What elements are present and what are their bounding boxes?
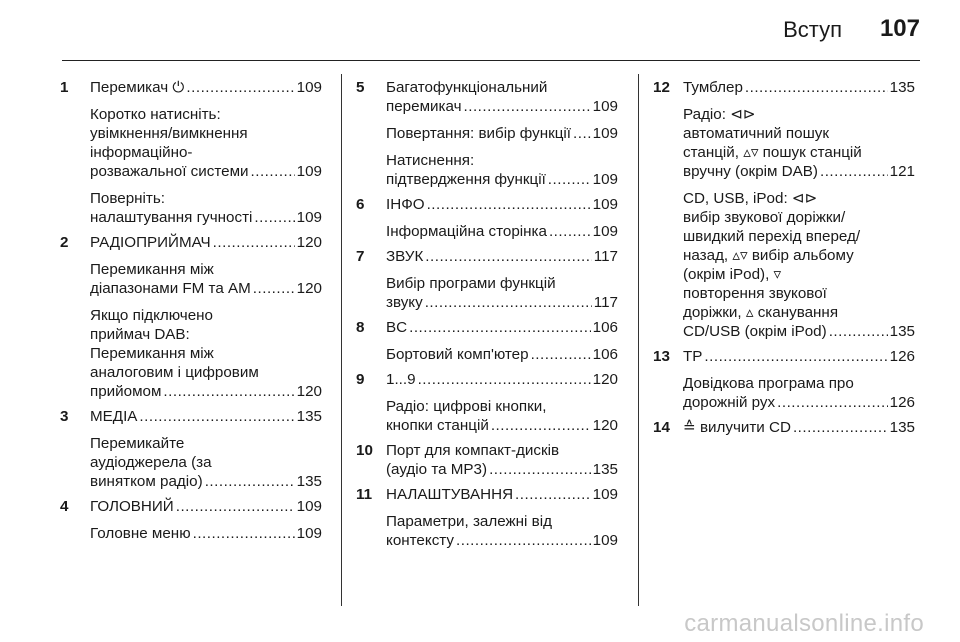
page-reference: 109 (296, 79, 322, 96)
entry-label: РАДІОПРИЙМАЧ (90, 234, 211, 251)
entry-label: кнопки станцій (386, 417, 489, 434)
entry-line: повторення звукової (683, 285, 827, 302)
toc-line (386, 170, 618, 189)
entry-label: Повертання: вибір функції (386, 125, 572, 142)
legend-entry (356, 485, 618, 550)
legend-entry (60, 497, 322, 543)
dot-leader (573, 124, 591, 143)
legend-entry (356, 318, 618, 364)
toc-line (386, 531, 618, 550)
entry-label: Тумблер (683, 79, 743, 96)
entry-label: ІНФО (386, 196, 425, 213)
legend-entry (60, 407, 322, 491)
entry-line: автоматичний пошук (683, 125, 829, 142)
toc-line (386, 345, 618, 364)
page-reference: 109 (592, 196, 618, 213)
page-reference: 117 (593, 248, 618, 265)
entry-label: перемикач (386, 98, 462, 115)
dot-leader (777, 393, 888, 412)
entry-line: Багатофункціональний (386, 79, 548, 96)
entry-block (683, 418, 915, 437)
entry-number: 2 (60, 234, 69, 251)
dot-leader (418, 370, 591, 389)
toc-line (386, 247, 618, 266)
entry-line: доріжки, ▵ сканування (683, 304, 839, 321)
dot-leader (829, 322, 888, 341)
entry-number: 14 (653, 419, 670, 436)
toc-line (90, 497, 322, 516)
legend-entry (653, 418, 915, 437)
entry-line: Радіо: ⊲⊳ (683, 106, 756, 123)
entry-label: BC (386, 319, 408, 336)
entry-label: розважальної системи (90, 163, 249, 180)
page-reference: 109 (296, 498, 322, 515)
entry-line: вибір звукової доріжки/ (683, 209, 846, 226)
entry-label: TP (683, 348, 703, 365)
entry-label: (аудіо та MP3) (386, 461, 488, 478)
toc-line (683, 418, 915, 437)
entry-block (386, 370, 618, 389)
dot-leader (425, 293, 592, 312)
entry-label: Інформаційна сторінка (386, 223, 547, 240)
entry-block (90, 105, 322, 181)
dot-leader (456, 531, 591, 550)
legend-entry (356, 370, 618, 435)
entry-block (683, 105, 915, 181)
entry-line: Вибір програми функцій (386, 275, 556, 292)
dot-leader (515, 485, 591, 504)
dot-leader (549, 222, 591, 241)
toc-line (90, 472, 322, 491)
toc-line (386, 97, 618, 116)
page-reference: 135 (592, 461, 618, 478)
page-reference: 109 (592, 532, 618, 549)
entry-block (90, 78, 322, 97)
entry-number: 9 (356, 371, 365, 388)
page-number: 107 (879, 15, 920, 42)
entry-block (386, 222, 618, 241)
watermark: carmanualsonline.info (684, 610, 924, 637)
entry-line: Параметри, залежні від (386, 513, 552, 530)
column-1 (60, 78, 322, 543)
page-reference: 121 (889, 163, 915, 180)
entry-block (683, 78, 915, 97)
entry-block (683, 189, 915, 341)
page-reference: 109 (296, 525, 322, 542)
entry-block (90, 524, 322, 543)
toc-line (683, 78, 915, 97)
entry-line: Натиснення: (386, 152, 475, 169)
entry-block (386, 195, 618, 214)
legend-entry (356, 195, 618, 241)
page-reference: 106 (592, 346, 618, 363)
entry-label: налаштування гучності (90, 209, 253, 226)
entry-label: МЕДІА (90, 408, 138, 425)
dot-leader (491, 416, 591, 435)
entry-line: Перемикання між (90, 345, 214, 362)
toc-line (90, 78, 322, 97)
page-reference: 109 (592, 125, 618, 142)
dot-leader (253, 279, 295, 298)
entry-label: Перемикач ⏻ (90, 79, 185, 96)
dot-leader (425, 247, 591, 266)
entry-line: назад, ▵▿ вибір альбому (683, 247, 854, 264)
dot-leader (489, 460, 591, 479)
entry-label: винятком радіо) (90, 473, 203, 490)
section-title: Вступ (783, 17, 842, 42)
entry-line: CD, USB, iPod: ⊲⊳ (683, 190, 818, 207)
entry-number: 5 (356, 79, 365, 96)
entry-label: вручну (окрім DAB) (683, 163, 818, 180)
entry-block (386, 78, 618, 116)
entry-number: 7 (356, 248, 365, 265)
entry-label: Бортовий комп'ютер (386, 346, 529, 363)
page-reference: 109 (592, 171, 618, 188)
entry-line: Коротко натисніть: (90, 106, 221, 123)
dot-leader (163, 382, 294, 401)
toc-line (683, 393, 915, 412)
page-reference: 135 (296, 473, 322, 490)
dot-leader (205, 472, 295, 491)
entry-block (90, 306, 322, 401)
entry-block (90, 434, 322, 491)
entry-block (386, 247, 618, 266)
entry-line: увімкнення/вимкнення (90, 125, 248, 142)
entry-label: Головне меню (90, 525, 191, 542)
entry-block (90, 497, 322, 516)
dot-leader (464, 97, 591, 116)
page-reference: 109 (592, 486, 618, 503)
entry-block (90, 233, 322, 252)
toc-line (90, 233, 322, 252)
entry-line: приймач DAB: (90, 326, 190, 343)
entry-line: аудіоджерела (за (90, 454, 212, 471)
entry-block (386, 441, 618, 479)
dot-leader (531, 345, 591, 364)
entry-line: станцій, ▵▿ пошук станцій (683, 144, 862, 161)
toc-line (386, 460, 618, 479)
entry-block (90, 260, 322, 298)
dot-leader (251, 162, 295, 181)
legend-entry (356, 441, 618, 479)
toc-line (90, 162, 322, 181)
column-3 (653, 78, 915, 437)
dot-leader (193, 524, 295, 543)
page-reference: 120 (296, 280, 322, 297)
entry-label: ЗВУК (386, 248, 424, 265)
entry-number: 12 (653, 79, 670, 96)
entry-number: 10 (356, 442, 373, 459)
column-2 (356, 78, 618, 550)
entry-line: Поверніть: (90, 190, 166, 207)
dot-leader (793, 418, 888, 437)
entry-block (386, 318, 618, 337)
entry-label: ГОЛОВНИЙ (90, 498, 174, 515)
dot-leader (548, 170, 591, 189)
entry-block (386, 345, 618, 364)
page-reference: 126 (889, 348, 915, 365)
entry-label: контексту (386, 532, 455, 549)
toc-line (386, 222, 618, 241)
dot-leader (213, 233, 295, 252)
toc-line (386, 370, 618, 389)
toc-line (386, 195, 618, 214)
toc-line (90, 208, 322, 227)
entry-number: 6 (356, 196, 365, 213)
entry-number: 13 (653, 348, 670, 365)
page-reference: 135 (889, 419, 915, 436)
page-reference: 109 (296, 209, 322, 226)
column-divider (638, 74, 639, 606)
entry-line: Довідкова програма про (683, 375, 854, 392)
toc-line (683, 347, 915, 366)
legend-entry (60, 78, 322, 227)
entry-line: Радіо: цифрові кнопки, (386, 398, 547, 415)
entry-block (683, 347, 915, 366)
entry-label: дорожній рух (683, 394, 776, 411)
toc-line (90, 382, 322, 401)
entry-label: звуку (386, 294, 423, 311)
page-reference: 135 (296, 408, 322, 425)
entry-label: прийомом (90, 383, 162, 400)
dot-leader (745, 78, 888, 97)
page-reference: 117 (593, 294, 618, 311)
entry-block (386, 151, 618, 189)
page-reference: 120 (296, 383, 322, 400)
page-reference: 109 (592, 98, 618, 115)
entry-line: швидкий перехід вперед/ (683, 228, 861, 245)
page-reference: 120 (592, 417, 618, 434)
entry-block (386, 397, 618, 435)
legend-entry (653, 347, 915, 412)
toc-line (386, 124, 618, 143)
entry-label: CD/USB (окрім iPod) (683, 323, 827, 340)
entry-line: Перемикання між (90, 261, 214, 278)
dot-leader (139, 407, 294, 426)
entry-block (90, 407, 322, 426)
column-divider (341, 74, 342, 606)
entry-label: НАЛАШТУВАННЯ (386, 486, 514, 503)
legend-entry (356, 247, 618, 312)
toc-line (386, 293, 618, 312)
dot-leader (254, 208, 294, 227)
page-reference: 135 (889, 323, 915, 340)
page-reference: 126 (889, 394, 915, 411)
dot-leader (704, 347, 887, 366)
entry-block (90, 189, 322, 227)
entry-block (386, 124, 618, 143)
entry-number: 3 (60, 408, 69, 425)
toc-line (90, 524, 322, 543)
page-reference: 120 (592, 371, 618, 388)
page-reference: 109 (296, 163, 322, 180)
legend-entry (60, 233, 322, 401)
page-reference: 135 (889, 79, 915, 96)
entry-line: інформаційно- (90, 144, 193, 161)
entry-label: діапазонами FM та AM (90, 280, 251, 297)
entry-line: (окрім iPod), ▿ (683, 266, 782, 283)
dot-leader (409, 318, 591, 337)
dot-leader (176, 497, 295, 516)
toc-line (683, 162, 915, 181)
entry-block (386, 512, 618, 550)
entry-number: 1 (60, 79, 69, 96)
toc-line (90, 407, 322, 426)
entry-number: 8 (356, 319, 365, 336)
entry-line: аналоговим і цифровим (90, 364, 259, 381)
legend-entry (653, 78, 915, 341)
legend-entry (356, 78, 618, 189)
dot-leader (427, 195, 591, 214)
entry-number: 4 (60, 498, 69, 515)
toc-line (386, 318, 618, 337)
toc-line (386, 485, 618, 504)
header-rule (62, 60, 920, 61)
toc-line (683, 322, 915, 341)
entry-block (386, 274, 618, 312)
entry-line: Якщо підключено (90, 307, 213, 324)
page-header (0, 0, 960, 60)
page-reference: 106 (592, 319, 618, 336)
page-reference: 109 (592, 223, 618, 240)
entry-label: 1...9 (386, 371, 416, 388)
dot-leader (186, 78, 294, 97)
entry-label: підтвердження функції (386, 171, 546, 188)
entry-number: 11 (356, 486, 373, 503)
toc-line (90, 279, 322, 298)
entry-line: Порт для компакт-дисків (386, 442, 560, 459)
entry-block (386, 485, 618, 504)
dot-leader (820, 162, 888, 181)
toc-line (386, 416, 618, 435)
entry-block (683, 374, 915, 412)
entry-label: ≙ вилучити CD (683, 419, 791, 436)
entry-line: Перемикайте (90, 435, 185, 452)
page-reference: 120 (296, 234, 322, 251)
